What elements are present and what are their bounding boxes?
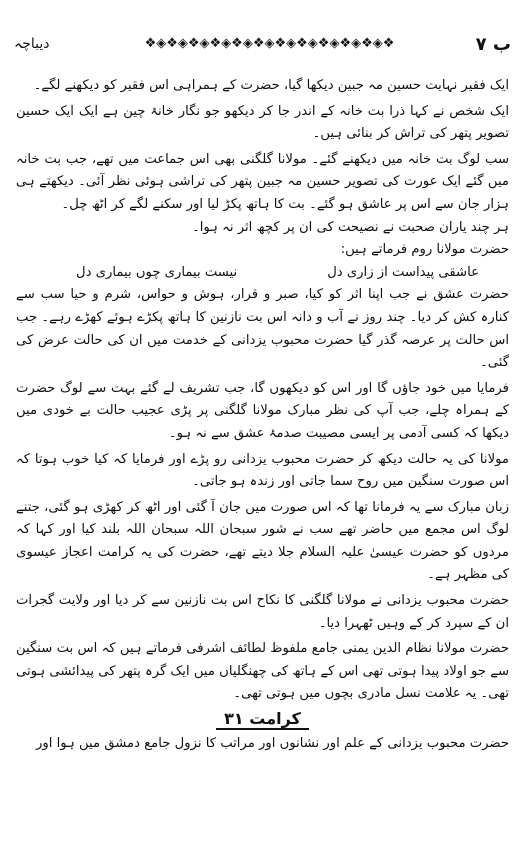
page-number: ب ۷ (475, 34, 511, 55)
paragraph: سب لوگ بت خانہ میں دیکھنے گئے۔ مولانا گلگنی بھی اس جماعت میں تھے، جب بت خانہ میں گئے ایک عورت کی تصویر حسین مہ جبین پتھر کی تراشی ہوئی نظر آئی۔ دیکھتے ہی ہزار جان سے اس پر عاشق ہو گئے۔ بت کا ہاتھ پکڑ لیا اور سکنے لگے کر اٹھ چل۔ (16, 151, 509, 212)
decorative-ornament-border: ❖◈❖◈❖◈❖◈❖◈❖◈❖◈❖◈❖◈❖◈❖◈❖ (144, 36, 395, 51)
paragraph: ایک فقیر نہایت حسین مہ جبین دیکھا گیا، حضرت کے ہمراہی اس فقیر کو دیکھنے لگے۔ (33, 78, 509, 93)
persian-couplet (16, 262, 509, 285)
section-heading-text: کرامت ۳۱ (216, 709, 309, 730)
couplet-second-hemistich: نیست بیماری چوں بیماری دل (76, 264, 238, 280)
paragraph: حضرت مولانا نظام الدین یمنی جامع ملفوظ لطائف اشرفی فرماتے ہیں کہ اس بت سنگین سے جو اولاد پیدا ہوتی تھی اس کے ہاتھ کی چھنگلیاں میں ایک گرہ پتھر کی پیدائشی ہوتی تھی۔ یہ علامت نسل مادری بچوں میں ہوتی تھی۔ (16, 641, 509, 702)
page-body (16, 75, 509, 755)
paragraph: حضرت محبوب یزدانی نے مولانا گلگنی کا نکاح اس بت نازنین سے کر دیا اور ولایت گجرات ان کے سپرد کر کے وہیں ٹھہرا دیا۔ (16, 593, 509, 631)
paragraph: مولانا کی یہ حالت دیکھ کر حضرت محبوب یزدانی رو پڑے اور فرمایا کہ کیا خوب ہوتا کہ اس صورت سنگین میں روح سما جاتی اور زندہ ہو جاتی۔ (16, 451, 509, 490)
paragraph: ہر چند یاران صحبت نے نصیحت کی ان پر کچھ اثر نہ ہوا۔ (192, 219, 509, 235)
paragraph: حضرت محبوب یزدانی کے علم اور نشانوں اور مراتب کا نزول جامع دمشق میں ہوا اور (36, 735, 509, 751)
paragraph: زبان مبارک سے یہ فرمانا تھا کہ اس صورت میں جان آ گئی اور اٹھ کر کھڑی ہو گئی، جتنے لوگ اس مجمع میں حاضر تھے سب نے شور سبحان اللہ سبحان اللہ بلند کیا اور کہا کہ مردوں کو حضرت عیسیٰ علیہ السلام جلا دیتے تھے، حضرت کی یہ کرامت اعجاز عیسوی کی مظہر ہے۔ (16, 499, 509, 583)
paragraph: حضرت عشق نے جب اپنا اثر کو کیا، صبر و قرار، ہوش و حواس، شرم و حیا سب سے کنارہ کش کر دیا۔ چند روز نے آب و دانہ اس بت نازنین کا ہاتھ پکڑے ہوئے کھڑے رہے۔ جب اس حالت پر عرصہ گذر گیا حضرت محبوب یزدانی کے خدمت میں ان کی حالت عرض کی گئی۔ (16, 287, 509, 371)
section-heading (16, 708, 509, 731)
paragraph: حضرت مولانا روم فرماتے ہیں: (340, 242, 509, 258)
couplet-first-hemistich: عاشقی پیداست از زاری دل (327, 264, 479, 280)
page-header (14, 34, 511, 56)
running-head: دیباچہ (14, 36, 50, 52)
paragraph: ایک شخص نے کہا ذرا بت خانہ کے اندر جا کر دیکھو جو نگار خانۂ چین ہے ایک ایک حسین تصویر پتھر کی تراش کر بنائی ہیں۔ (16, 103, 509, 142)
paragraph: فرمایا میں خود جاؤں گا اور اس کو دیکھوں گا، جب تشریف لے گئے بہت سے لوگ حضرت کے ہمراہ چلے، جب آپ کی نظر مبارک مولانا گلگنی پر پڑی عجیب حالت بے خودی میں دیکھا کہ کسی آدمی پر ایسی مصیبت صدمۂ عشق سے نہ ہو۔ (16, 380, 509, 441)
